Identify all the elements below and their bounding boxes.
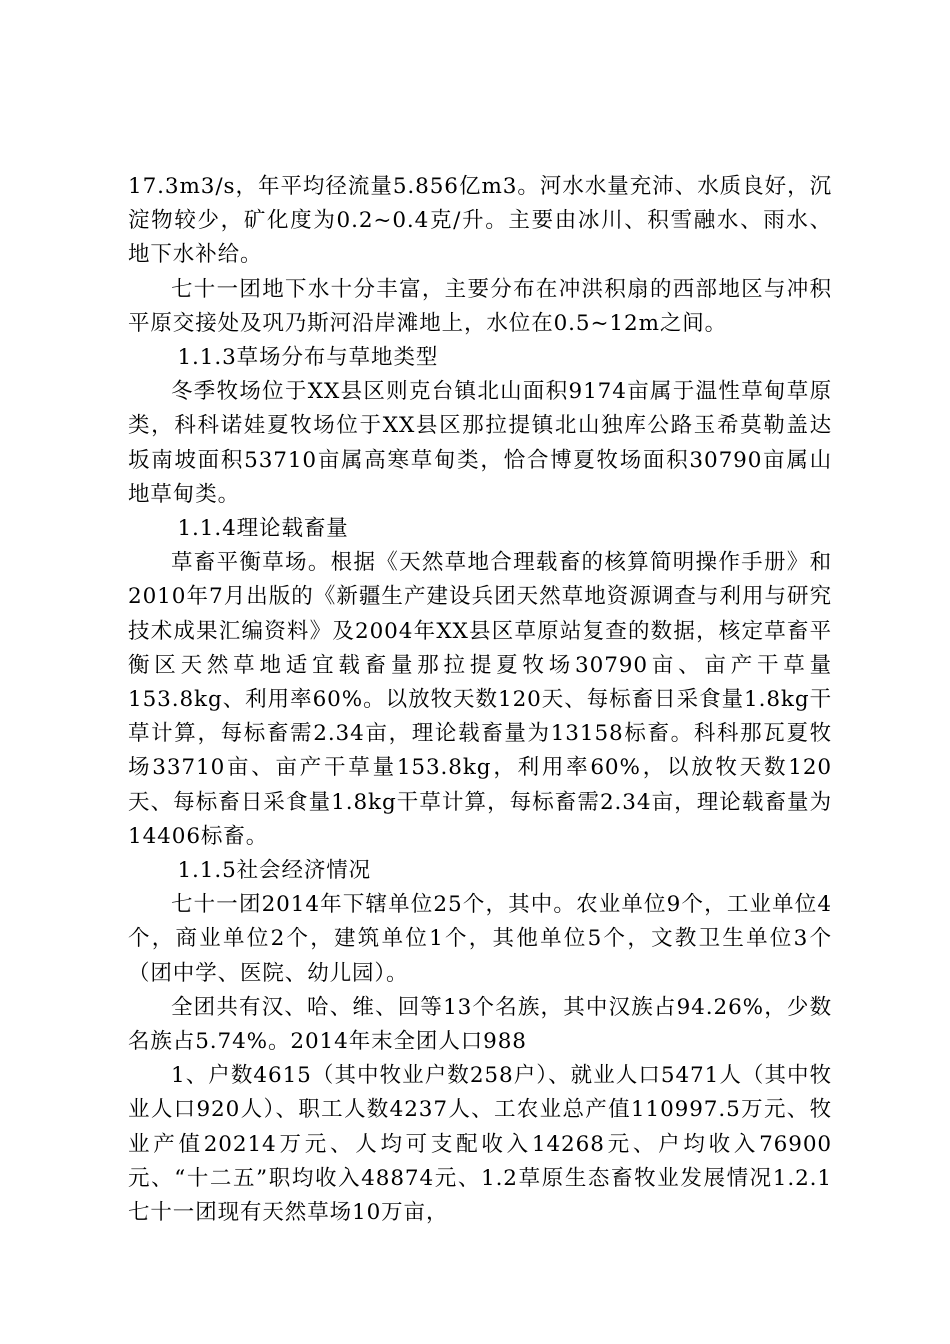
section-heading-carrying-capacity: 1.1.4理论载畜量 bbox=[177, 516, 349, 542]
paragraph-households: 1、户数4615（其中牧业户数258户）、就业人口5471人（其中牧业人口920人）、职工人数4237人、工农业总产值110997.5万元、牧业产值20214万元、人均可支配收入14268元、户均收入76900元、“十二五”职均收入48874元、1.2草原生态畜牧业发展情况1.2.1七十一团现有天然草场10万亩， bbox=[128, 1063, 832, 1226]
paragraph-carrying-capacity: 草畜平衡草场。根据《天然草地合理载畜的核算简明操作手册》和2010年7月出版的《新疆生产建设兵团天然草地资源调查与利用与研究技术成果汇编资料》及2004年XX县区草原站复查的数据，核定草畜平衡区天然草地适宜载畜量那拉提夏牧场30790亩、亩产干草量153.8kg、利用率60%。以放牧天数120天、每标畜日采食量1.8kg干草计算，每标畜需2.34亩，理论载畜量为13158标畜。科科那瓦夏牧场33710亩、亩产干草量153.8kg，利用率60%，以放牧天数120天、每标畜日采食量1.8kg干草计算，每标畜需2.34亩，理论载畜量为14406标畜。 bbox=[128, 550, 832, 849]
section-heading-grassland-distribution: 1.1.3草场分布与草地类型 bbox=[177, 345, 439, 371]
paragraph-pastures: 冬季牧场位于XX县区则克台镇北山面积9174亩属于温性草甸草原类，科科诺娃夏牧场位于XX县区那拉提镇北山独库公路玉希莫勒盖达坂南坡面积53710亩属高寒草甸类，恰合博夏牧场面积30790亩属山地草甸类。 bbox=[128, 379, 832, 507]
paragraph-ethnic-groups: 全团共有汉、哈、维、回等13个名族，其中汉族占94.26%，少数名族占5.74%。2014年末全团人口988 bbox=[128, 994, 832, 1055]
paragraph-river-flow: 17.3m3/s，年平均径流量5.856亿m3。河水水量充沛、水质良好，沉淀物较少，矿化度为0.2~0.4克/升。主要由冰川、积雪融水、雨水、地下水补给。 bbox=[128, 174, 832, 268]
paragraph-units: 七十一团2014年下辖单位25个，其中。农业单位9个，工业单位4个，商业单位2个，建筑单位1个，其他单位5个，文教卫生单位3个（团中学、医院、幼儿园）。 bbox=[128, 892, 832, 986]
section-heading-socioeconomic: 1.1.5社会经济情况 bbox=[177, 858, 372, 884]
paragraph-groundwater: 七十一团地下水十分丰富，主要分布在冲洪积扇的西部地区与冲积平原交接处及巩乃斯河沿岸滩地上，水位在0.5~12m之间。 bbox=[128, 276, 832, 336]
document-page bbox=[128, 170, 832, 1230]
